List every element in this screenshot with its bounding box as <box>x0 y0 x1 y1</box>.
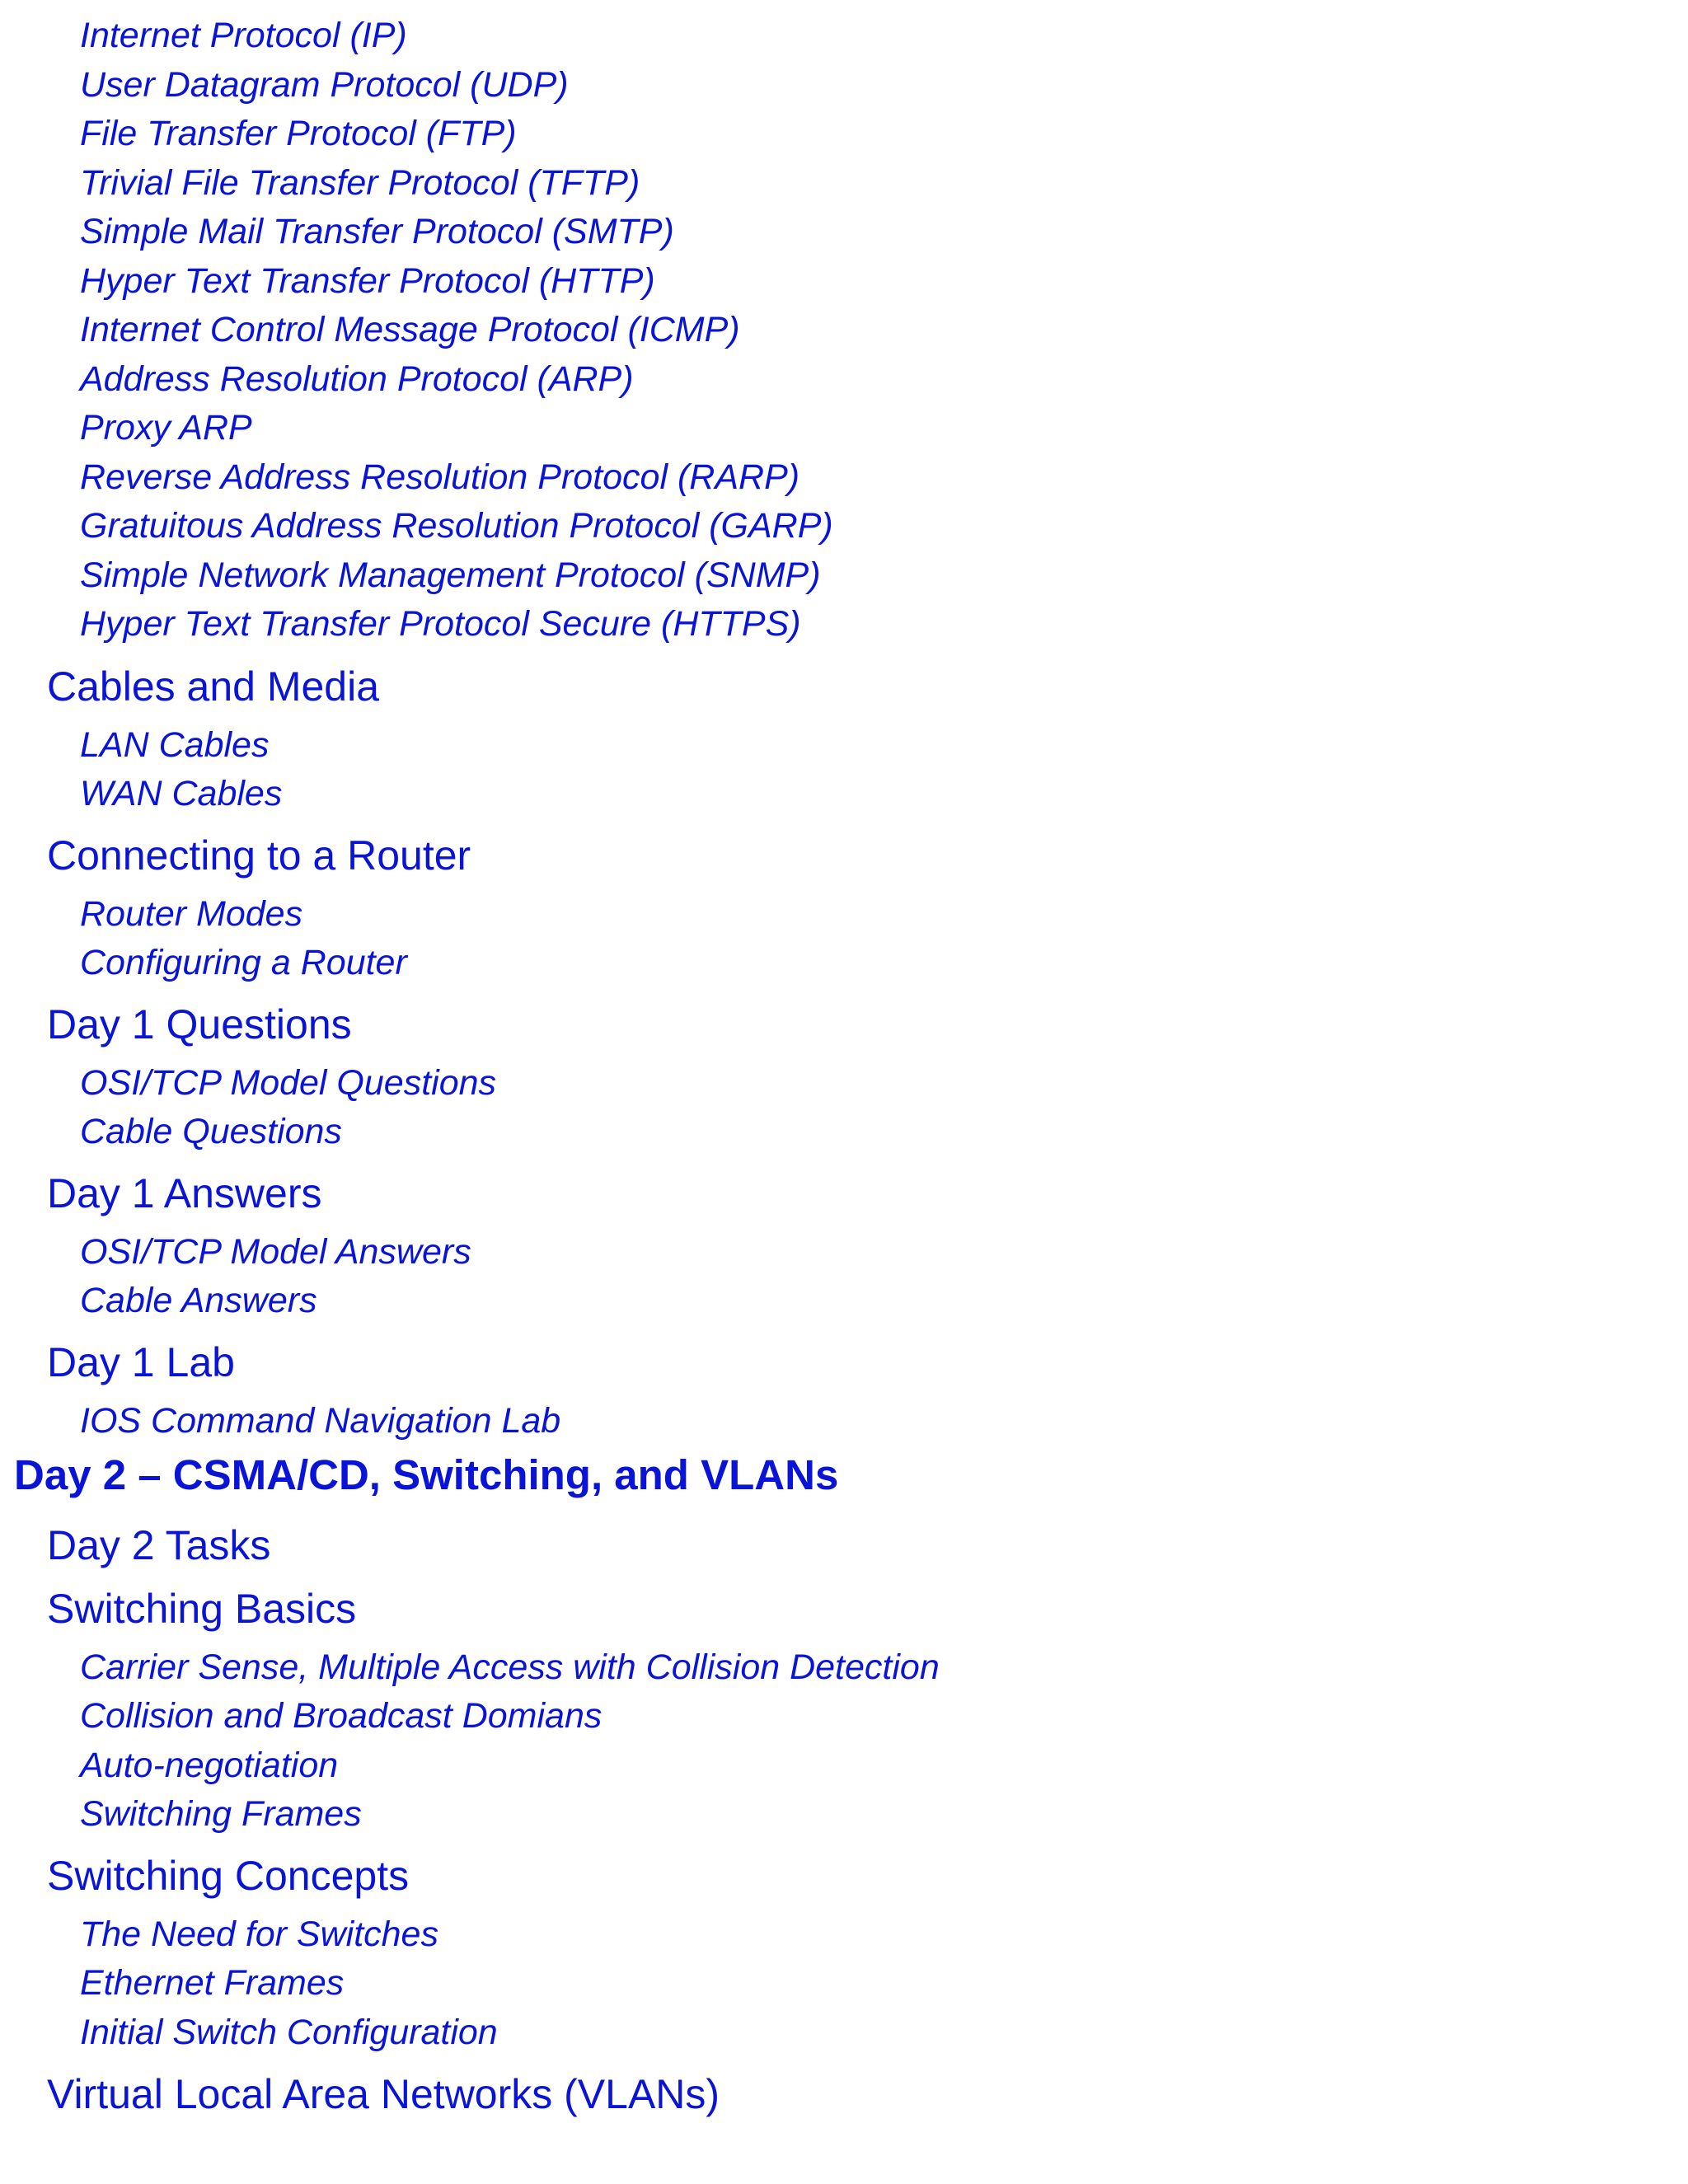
toc-entry-smtp[interactable]: Simple Mail Transfer Protocol (SMTP) <box>80 212 674 251</box>
toc-entry-router-modes[interactable]: Router Modes <box>80 894 303 934</box>
toc-entry-garp[interactable]: Gratuitous Address Resolution Protocol (GARP) <box>80 506 833 546</box>
toc-entry-cable-answers[interactable]: Cable Answers <box>80 1281 317 1320</box>
toc-entry-day1-answers[interactable]: Day 1 Answers <box>47 1170 322 1216</box>
toc-entry-connecting-to-a-router[interactable]: Connecting to a Router <box>47 832 471 879</box>
toc-entry-snmp[interactable]: Simple Network Management Protocol (SNMP) <box>80 555 821 595</box>
toc-entry-collision-broadcast-domains[interactable]: Collision and Broadcast Domians <box>80 1696 603 1736</box>
toc-entry-day1-lab[interactable]: Day 1 Lab <box>47 1339 235 1385</box>
toc-entry-icmp[interactable]: Internet Control Message Protocol (ICMP) <box>80 310 740 349</box>
toc-entry-day1-questions[interactable]: Day 1 Questions <box>47 1001 352 1047</box>
toc-entry-osi-tcp-model-questions[interactable]: OSI/TCP Model Questions <box>80 1063 497 1103</box>
toc-entry-switching-frames[interactable]: Switching Frames <box>80 1794 362 1834</box>
toc-entry-arp[interactable]: Address Resolution Protocol (ARP) <box>80 359 634 399</box>
toc-entry-udp[interactable]: User Datagram Protocol (UDP) <box>80 65 569 105</box>
toc-entry-switching-basics[interactable]: Switching Basics <box>47 1586 357 1632</box>
toc-entry-osi-tcp-model-answers[interactable]: OSI/TCP Model Answers <box>80 1232 471 1272</box>
toc-entry-configuring-a-router[interactable]: Configuring a Router <box>80 943 407 982</box>
toc-entry-day2-tasks[interactable]: Day 2 Tasks <box>47 1522 271 1568</box>
toc-entry-initial-switch-configuration[interactable]: Initial Switch Configuration <box>80 2013 498 2052</box>
toc-entry-cable-questions[interactable]: Cable Questions <box>80 1112 342 1151</box>
toc-entry-auto-negotiation[interactable]: Auto-negotiation <box>80 1746 339 1785</box>
toc-entry-ethernet-frames[interactable]: Ethernet Frames <box>80 1963 345 2003</box>
toc-entry-need-for-switches[interactable]: The Need for Switches <box>80 1915 438 1954</box>
toc-entry-rarp[interactable]: Reverse Address Resolution Protocol (RARP) <box>80 457 800 497</box>
toc-chapter-day2[interactable]: Day 2 – CSMA/CD, Switching, and VLANs <box>14 1451 839 1498</box>
toc-entry-vlans[interactable]: Virtual Local Area Networks (VLANs) <box>47 2071 720 2117</box>
toc-entry-proxy-arp[interactable]: Proxy ARP <box>80 408 252 448</box>
toc-entry-cables-and-media[interactable]: Cables and Media <box>47 663 380 710</box>
toc-entry-csma-cd[interactable]: Carrier Sense, Multiple Access with Collision Detection <box>80 1647 940 1687</box>
toc-entry-internet-protocol[interactable]: Internet Protocol (IP) <box>80 16 407 55</box>
toc-entry-ios-command-navigation-lab[interactable]: IOS Command Navigation Lab <box>80 1401 561 1441</box>
toc-entry-switching-concepts[interactable]: Switching Concepts <box>47 1853 410 1899</box>
toc-entry-wan-cables[interactable]: WAN Cables <box>80 774 283 813</box>
toc-entry-https[interactable]: Hyper Text Transfer Protocol Secure (HTTPS) <box>80 604 801 644</box>
toc-entry-lan-cables[interactable]: LAN Cables <box>80 725 270 765</box>
toc-entry-http[interactable]: Hyper Text Transfer Protocol (HTTP) <box>80 261 655 301</box>
toc-entry-ftp[interactable]: File Transfer Protocol (FTP) <box>80 114 517 153</box>
toc-entry-tftp[interactable]: Trivial File Transfer Protocol (TFTP) <box>80 163 640 203</box>
